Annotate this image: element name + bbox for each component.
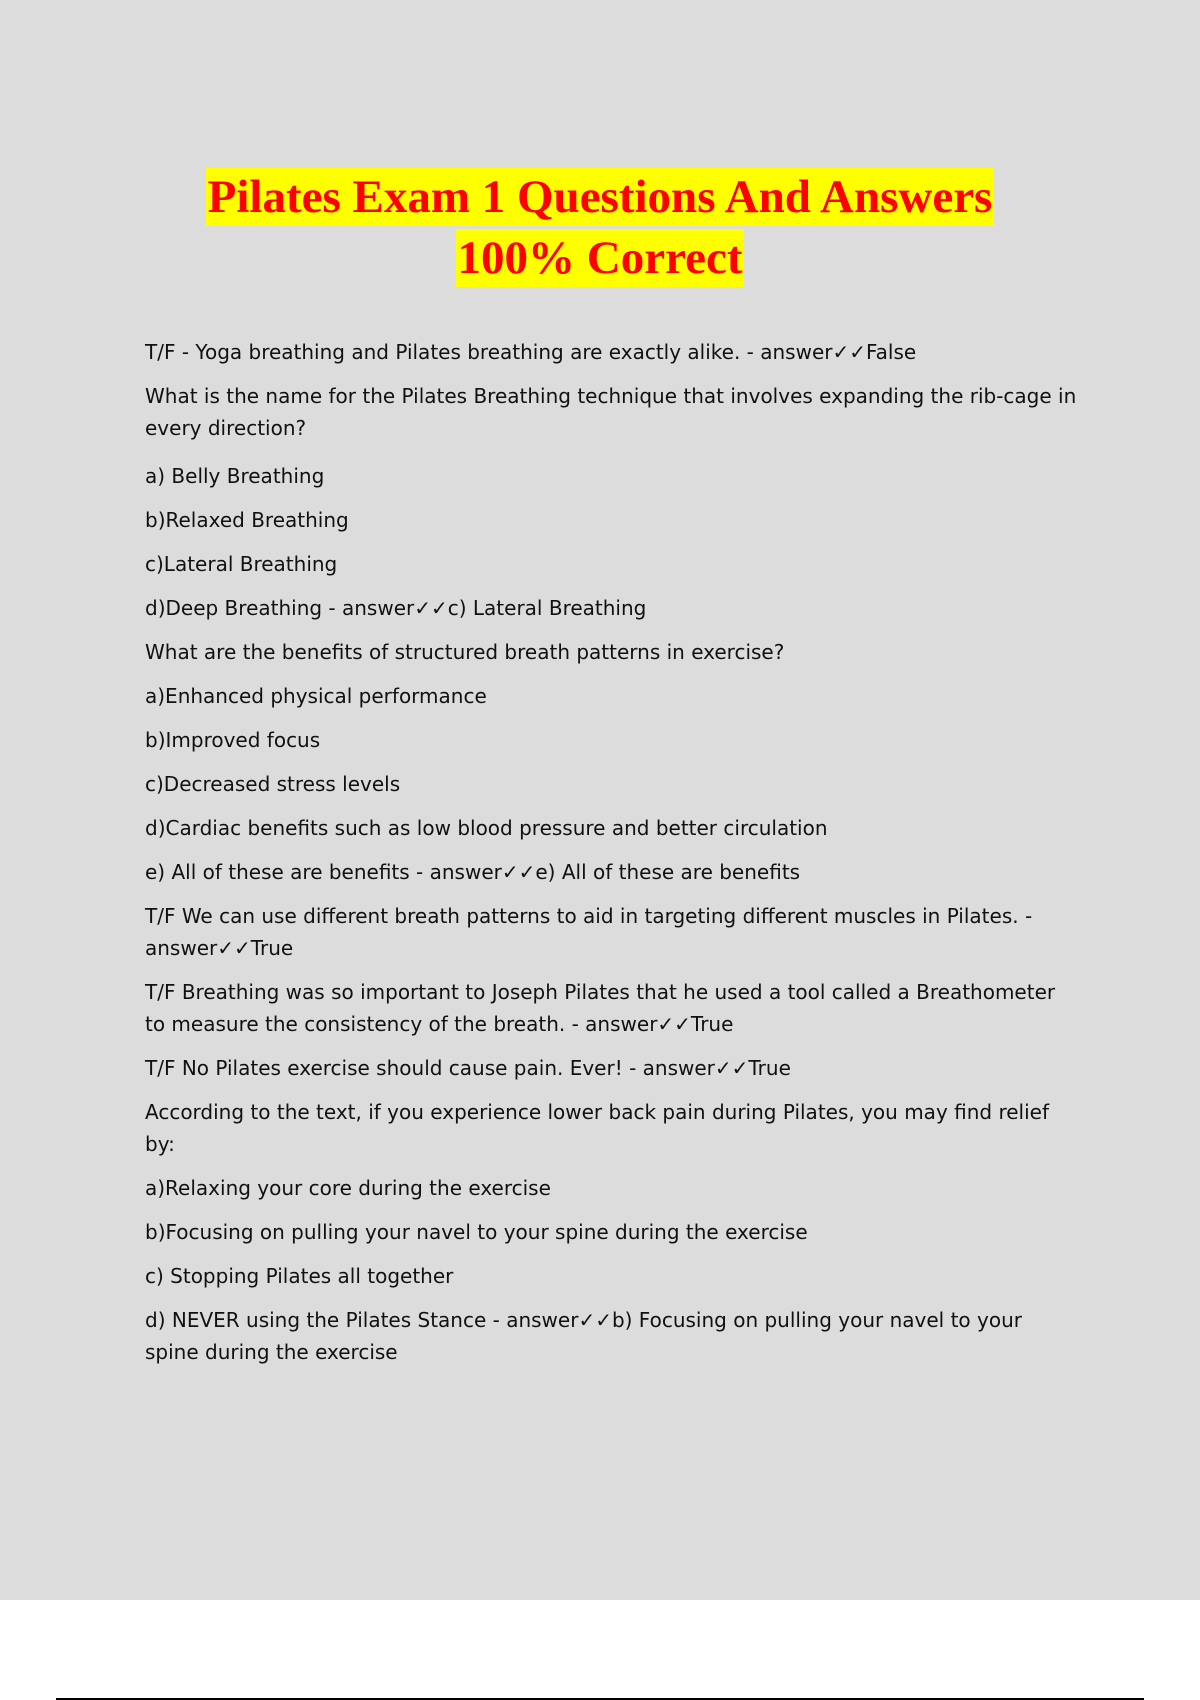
option-line: b)Relaxed Breathing [145,508,349,532]
answer-line: d) NEVER using the Pilates Stance - answer✓✓b) Focusing on pulling your navel to your spine during the exercise [145,1308,1022,1364]
option-line: b)Focusing on pulling your navel to your spine during the exercise [145,1220,808,1244]
question-line: According to the text, if you experience lower back pain during Pilates, you may find relief by: [145,1100,1050,1156]
option-line: c)Lateral Breathing [145,552,338,576]
option-line: d)Cardiac benefits such as low blood pressure and better circulation [145,816,828,840]
question-line: What is the name for the Pilates Breathing technique that involves expanding the rib-cage in every direction? [145,384,1077,440]
option-line: a)Relaxing your core during the exercise [145,1176,551,1200]
option-line: a) Belly Breathing [145,464,325,488]
option-line: a)Enhanced physical performance [145,684,487,708]
question-line: T/F - Yoga breathing and Pilates breathing are exactly alike. - answer✓✓False [145,340,917,364]
option-line: c)Decreased stress levels [145,772,401,796]
question-line: T/F No Pilates exercise should cause pain. Ever! - answer✓✓True [145,1056,791,1080]
answer-line: e) All of these are benefits - answer✓✓e) All of these are benefits [145,860,801,884]
title-line-1: Pilates Exam 1 Questions And Answers [206,168,995,226]
option-line: c) Stopping Pilates all together [145,1264,454,1288]
option-line: b)Improved focus [145,728,321,752]
question-line: What are the benefits of structured breath patterns in exercise? [145,640,785,664]
document-title [0,168,1200,290]
answer-line: d)Deep Breathing - answer✓✓c) Lateral Breathing [145,596,647,620]
document-body [145,336,1080,1380]
question-line: T/F We can use different breath patterns to aid in targeting different muscles in Pilates. - answer✓✓True [145,904,1033,960]
title-line-2: 100% Correct [456,229,745,287]
question-line: T/F Breathing was so important to Joseph Pilates that he used a tool called a Breathometer to measure the consistency of the breath. - answer✓✓True [145,980,1056,1036]
